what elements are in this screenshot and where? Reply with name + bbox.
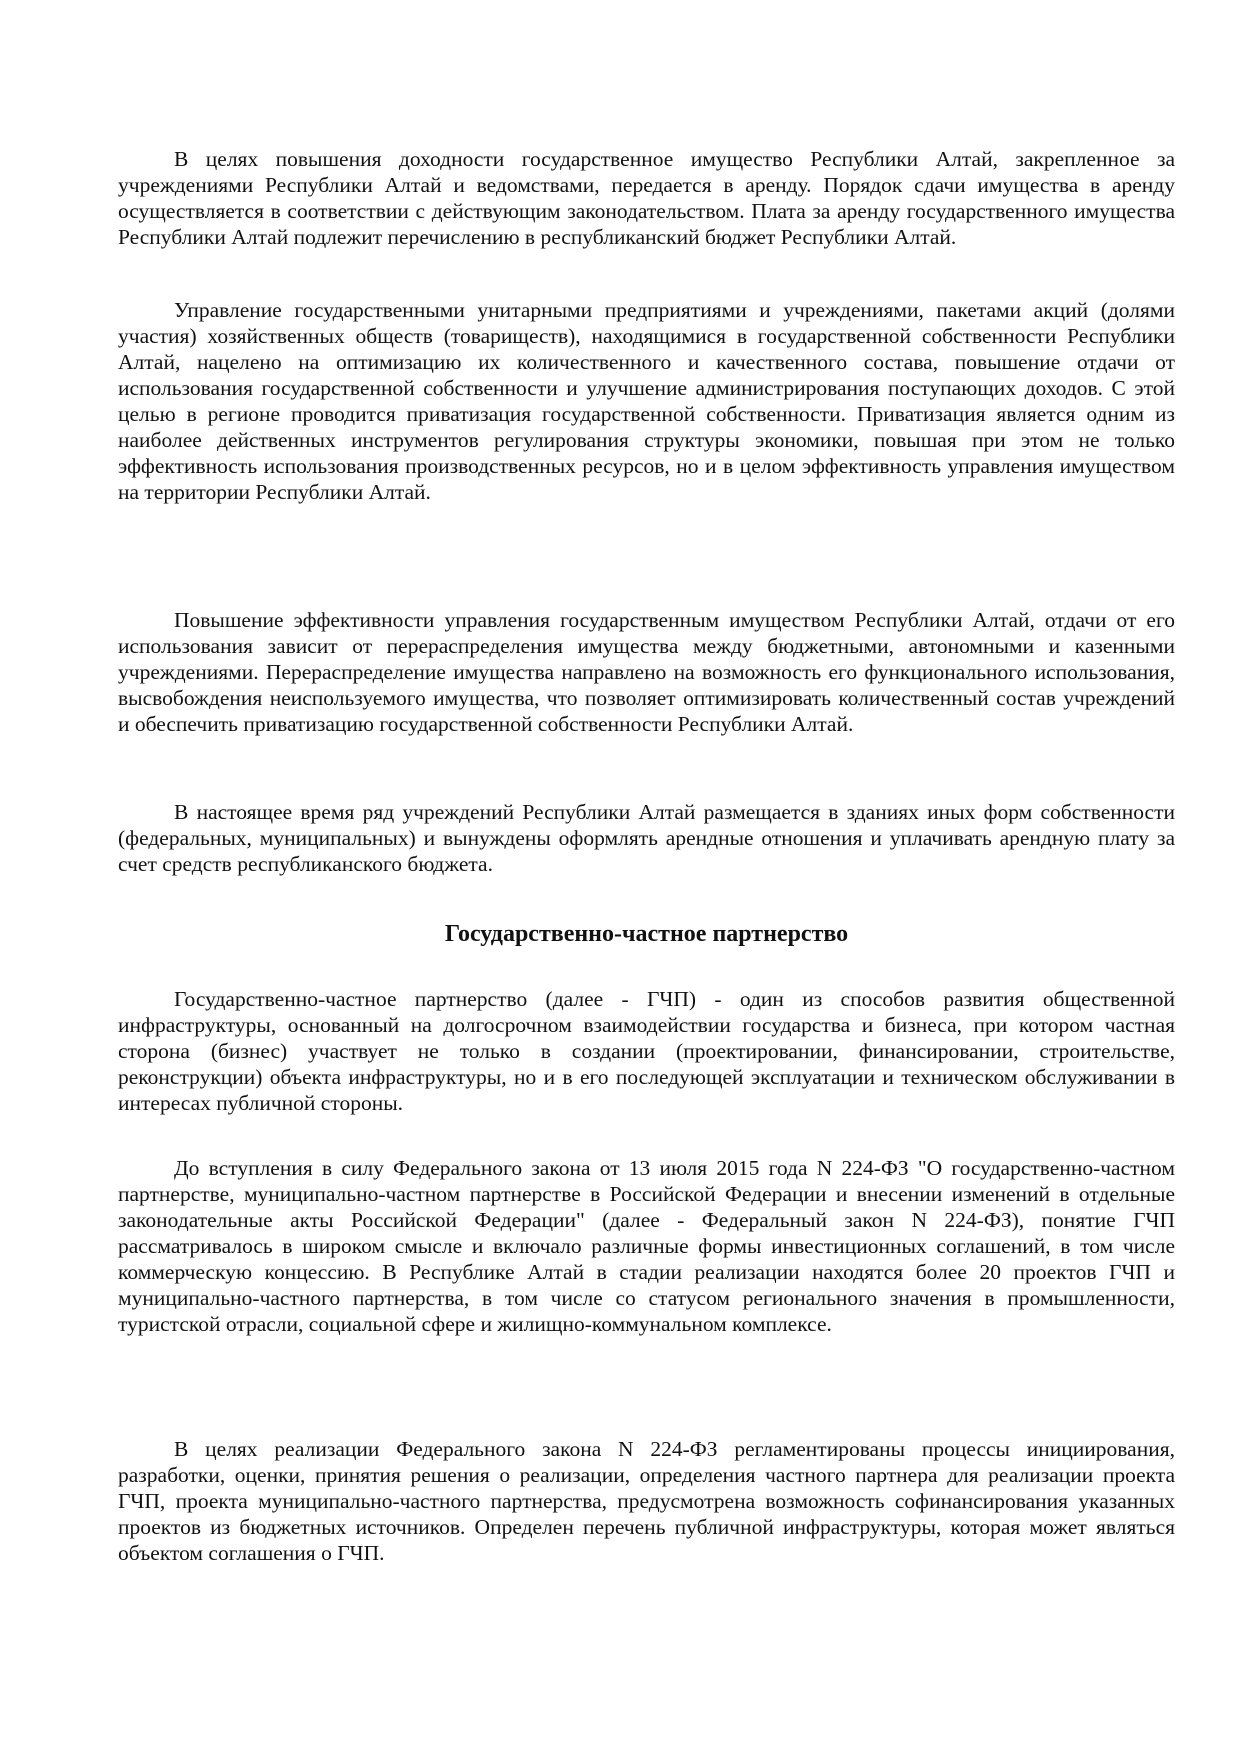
paragraph-enterprise-management: Управление государственными унитарными предприятиями и учреждениями, пакетами акций (долями участия) хозяйственных обществ (товариществ), находящимися в государственной собственности Республики Алтай, нацелено на оптимизацию их количественного и качественного состава, повышение отдачи от использования государственной собственности и улучшение администрирования поступающих доходов. С этой целью в регионе проводится приватизация государственной собственности. Приватизация является одним из наиболее действенных инструментов регулирования структуры экономики, повышая при этом не только эффективность использования производственных ресурсов, но и в целом эффективность управления имуществом на территории Республики Алтай. <box>118 298 1175 504</box>
paragraph-rented-buildings: В настоящее время ряд учреждений Республики Алтай размещается в зданиях иных форм собственности (федеральных, муниципальных) и вынуждены оформлять арендные отношения и уплачивать арендную плату за счет средств республиканского бюджета. <box>118 800 1175 876</box>
paragraph-property-lease: В целях повышения доходности государственное имущество Республики Алтай, закрепленное за учреждениями Республики Алтай и ведомствами, передается в аренду. Порядок сдачи имущества в аренду осуществляется в соответствии с действующим законодательством. Плата за аренду государственного имущества Республики Алтай подлежит перечислению в республиканский бюджет Республики Алтай. <box>118 147 1175 249</box>
paragraph-law-implementation: В целях реализации Федерального закона N 224-ФЗ регламентированы процессы инициирования, разработки, оценки, принятия решения о реализации, определения частного партнера для реализации проекта ГЧП, проекта муниципально-частного партнерства, предусмотрена возможность софинансирования указанных проектов из бюджетных источников. Определен перечень публичной инфраструктуры, которая может являться объектом соглашения о ГЧП. <box>118 1437 1175 1565</box>
paragraph-federal-law-history: До вступления в силу Федерального закона от 13 июля 2015 года N 224-ФЗ "О государственно-частном партнерстве, муниципально-частном партнерстве в Российской Федерации и внесении изменений в отдельные законодательные акты Российской Федерации" (далее - Федеральный закон N 224-ФЗ), понятие ГЧП рассматривалось в широком смысле и включало различные формы инвестиционных соглашений, в том числе коммерческую концессию. В Республике Алтай в стадии реализации находятся более 20 проектов ГЧП и муниципально-частного партнерства, в том числе со статусом регионального значения в промышленности, туристской отрасли, социальной сфере и жилищно-коммунальном комплексе. <box>118 1156 1175 1336</box>
paragraph-property-redistribution: Повышение эффективности управления государственным имуществом Республики Алтай, отдачи от его использования зависит от перераспределения имущества между бюджетными, автономными и казенными учреждениями. Перераспределение имущества направлено на возможность его функционального использования, высвобождения неиспользуемого имущества, что позволяет оптимизировать количественный состав учреждений и обеспечить приватизацию государственной собственности Республики Алтай. <box>118 608 1175 736</box>
paragraph-ppp-definition: Государственно-частное партнерство (далее - ГЧП) - один из способов развития общественной инфраструктуры, основанный на долгосрочном взаимодействии государства и бизнеса, при котором частная сторона (бизнес) участвует не только в создании (проектировании, финансировании, строительстве, реконструкции) объекта инфраструктуры, но и в его последующей эксплуатации и техническом обслуживании в интересах публичной стороны. <box>118 987 1175 1115</box>
section-heading: Государственно-частное партнерство <box>444 921 849 947</box>
